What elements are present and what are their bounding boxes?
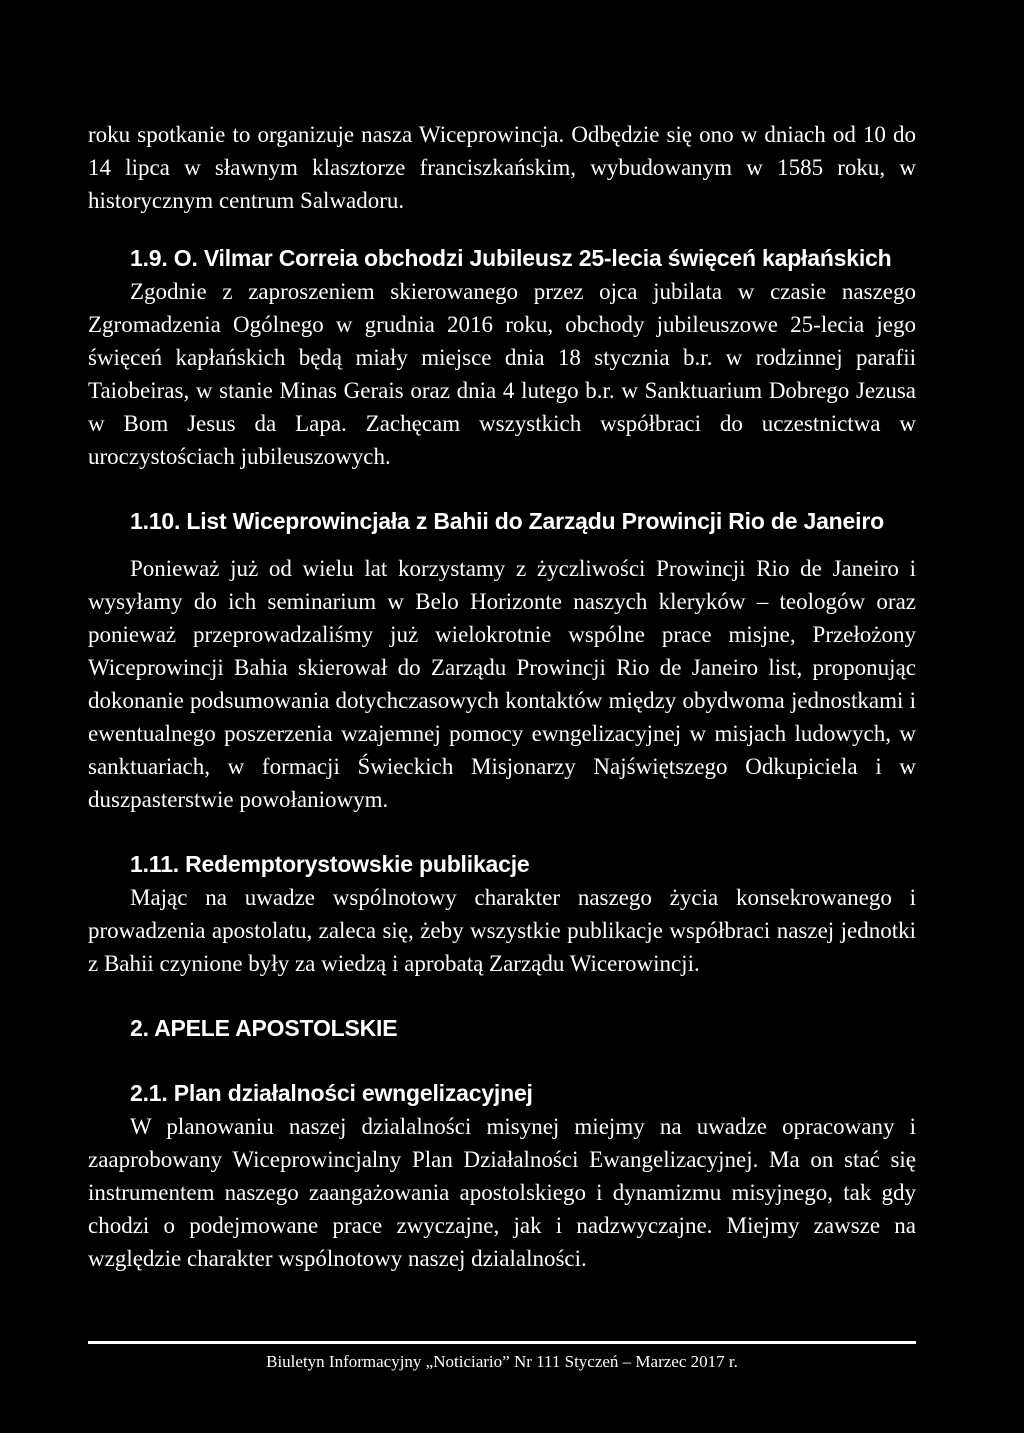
spacer [88,538,916,552]
chapter-2-heading: 2. APELE APOSTOLSKIE [130,1015,398,1041]
section-2-1-heading: 2.1. Plan działalności ewngelizacyjnej [130,1080,533,1106]
spacer [88,816,916,848]
section-1-10-heading: 1.10. List Wiceprowincjała z Bahii do Zarządu Prowincji Rio de Janeiro [130,508,884,534]
spacer [88,1045,916,1077]
section-1-11-paragraph: Mając na uwadze wspólnotowy charakter naszego życia konsekrowanego i prowadzenia apostolatu, zaleca się, żeby wszystkie publikacje współbraci naszej jednotki z Bahii czynione były za wiedzą i aprobatą Zarządu Wicerowincji. [88,885,916,976]
document-page [88,118,916,1275]
spacer [88,217,916,242]
section-1-11-heading: 1.11. Redemptorystowskie publikacje [130,851,530,877]
section-2-1-paragraph: W planowaniu naszej dzialalności misynej miejmy na uwadze opracowany i zaaprobowany Wiceprowincjalny Plan Działalności Ewangelizacyjnej. Ma on stać się instrumentem naszego zaangażowania apostolskiego i dynamizmu misyjnego, tak gdy chodzi o podejmowane prace zwyczajne, jak i nadzwyczajne. Miejmy zawsze na względzie charakter wspólnotowy naszej dzialalności. [88,1114,916,1271]
spacer [88,980,916,1012]
page-footer: Biuletyn Informacyjny „Noticiario” Nr 111 Styczeń – Marzec 2017 r. [266,1352,738,1371]
spacer [88,473,916,505]
section-1-9-heading: 1.9. O. Vilmar Correia obchodzi Jubileusz 25-lecia święceń kapłańskich [130,245,892,271]
section-1-9-paragraph: Zgodnie z zaproszeniem skierowanego przez ojca jubilata w czasie naszego Zgromadzenia Ogólnego w grudnia 2016 roku, obchody jubileuszowe 25-lecia jego święceń kapłańskich będą miały miejsce dnia 18 stycznia b.r. w rodzinnej parafii Taiobeiras, w stanie Minas Gerais oraz dnia 4 lutego b.r. w Sanktuarium Dobrego Jezusa w Bom Jesus da Lapa. Zachęcam wszystkich współbraci do uczestnictwa w uroczystościach jubileuszowych. [88,279,916,469]
footer-rule [88,1341,916,1344]
section-1-10-paragraph: Ponieważ już od wielu lat korzystamy z życzliwości Prowincji Rio de Janeiro i wysyłamy do ich seminarium w Belo Horizonte naszych kleryków – teologów oraz ponieważ przeprowadzaliśmy już wielokrotnie wspólne prace misjne, Przełożony Wiceprowincji Bahia skierował do Zarządu Prowincji Rio de Janeiro list, proponując dokonanie podsumowania dotychczasowych kontaktów między obydwoma jednostkami i ewentualnego poszerzenia wzajemnej pomocy ewngelizacyjnej w misjach ludowych, w sanktuariach, w formacji Świeckich Misjonarzy Najświętszego Odkupiciela i w duszpasterstwie powołaniowym. [88,556,916,812]
intro-paragraph: roku spotkanie to organizuje nasza Wiceprowincja. Odbędzie się ono w dniach od 10 do 14 lipca w sławnym klasztorze franciszkańskim, wybudowanym w 1585 roku, w historycznym centrum Salwadoru. [88,122,916,213]
